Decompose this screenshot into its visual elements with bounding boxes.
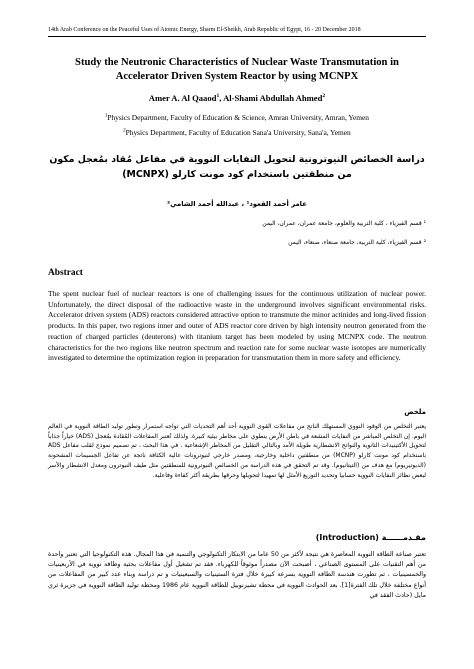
author-1-sup: 1 — [216, 93, 220, 100]
affiliation-1-sup: 1 — [104, 113, 108, 119]
arabic-abstract-body: يعتبر التخلص من الوقود النووي المستهلك الناتج من مفاعلات القوى النووية أحد أهم التحديات التي تواجه استمرار وتطور توليد الطاقة النووية في العالم اليوم. إن التخلص المباشر من النفايات المشعة في باطن الأرض ينطوي على مخاطر بيئية كبيرة. ولذلك تُعتبر المفاعلات المُقادة بمُعجل (ADS) خياراً جذاباً لتحويل الأكتينيدات الثانوية والنواتج الانشطارية طويلة الأمد وبالتالي التقليل من المخاطر الإشعاعية . في هذا البحث ، تم تصميم نموذج لقلب مفاعل ADS باستخدام كود مونت كارلو (MCNP) من منطقتين داخلية وخارجية، ومصدر خارجي لنيوترونات عالية الكثافة ناتجة عن تفاعل الجسيمات المشحونة (الديوتيريوم) مع هدف من (التيتانيوم). وقد تم التحقق في هذه الدراسة من الخصائص النيوترونية للمنطقتين مثل طيف النيوترون ومعدل الانشطار والأسر لبعض نظائر النفايات النووية حسابيا وتحديد التوزيع الأمثل لها تمهيدا لتحويلها وحرقها بطريقة أكثر كفاءة وفاعلية. — [48, 423, 426, 479]
author-2-sup: 2 — [322, 93, 326, 100]
affiliation-1-text: Physics Department, Faculty of Education & Science, Amran University, Amran, Yemen — [107, 113, 370, 122]
affiliation-2-text: Physics Department, Faculty of Education Sana'a University, Sana'a, Yemen — [125, 128, 351, 137]
abstract-body: The spent nuclear fuel of nuclear reactors is one of challenging issues for the continuous utilization of nuclear power. Unfortunately, the direct disposal of the radioactive waste in the underground involves significant environmental risks. Accelerator driven system (ADS) reactors considered attractive option to transmute the minor actinides and long-lived fission products. In this paper, two regions inner and outer of ADS reactor core driven by high intensity neutron generated from the reaction of charged particles (deuterons) with titanium target has been modeled by using MCNPX code. The neutron characteristics for the two regions like neutron spectrum and reaction rate for some nuclear waste isotopes are numerically investigated to determine the optimization region in preparation for transmutation them in more safety and efficiency. — [48, 289, 426, 363]
arabic-affiliation-1: ¹ قسم الفيزياء ، كلية التربية والعلوم، جامعة عمران، عمران، اليمن — [262, 220, 426, 227]
arabic-abstract-heading: ملخص — [404, 408, 426, 416]
affiliation-1 — [48, 113, 426, 123]
arabic-authors: عامر أحمد القعود¹ ، عبدالله أحمد الشامي² — [167, 200, 307, 208]
arabic-title: دراسة الخصائص النيوترونية لتحويل النفايات النووية في مفاعل مُقاد بمُعجل مكون من منطقتين باستخدام كود مونت كارلو (MCNPX) — [49, 154, 425, 180]
abstract-heading: Abstract — [48, 268, 83, 278]
author-separator: , — [219, 93, 224, 103]
affiliation-2 — [48, 128, 426, 138]
author-1: Amer A. Al Qaaod — [148, 93, 217, 103]
running-header: 14th Arab Conference on the Peaceful Uses of Atomic Energy, Sharm El-Sheikh, Arab Republic of Egypt, 16 - 20 December 2018 — [48, 26, 426, 37]
author-2: Al-Shami Abdullah Ahmed — [223, 93, 323, 103]
introduction-body: تعتبر صناعة الطاقة النووية المعاصرة هي نتيجة لأكثر من 50 عاما من الابتكار التكنولوجي والتنمية في هذا المجال. هذه التكنولوجيا التي تعتبر واحدة من أهم التقنيات على المستوى الصناعي ، أصبحت الآن مصدراً موثوقاً للكهرباء. فقد تم تشغيل أول مفاعلات بحثية وطاقة نووية في الأربعينيات والخمسينيات ، ثم تطورت هندسة الطاقة النووية بسرعة كبيرة خلال فترة الستينيات والسبعينيات و تم دراسة وبناء عدد كبير من المفاعلات من أنواع مختلفة خلال تلك الفترة[1]. بعد الحوادث النووية في محطة تشيرنوبيل للطاقة النووية عام 1986 ومحطة توليد الطاقة النووية في جزيرة ثري مايل (حادث الفقد في — [48, 551, 426, 599]
affiliation-2-sup: 2 — [123, 128, 126, 134]
arabic-affiliation-2: ² قسم الفيزياء، كلية التربية، جامعة صنعاء، صنعاء، اليمن — [288, 239, 426, 246]
paper-title: Study the Neutronic Characteristics of Nuclear Waste Transmutation in Accelerator Driven System Reactor by using MCNPX — [75, 57, 399, 82]
introduction-heading: مقـدمــــــة (Introduction) — [315, 533, 426, 542]
author-line — [48, 93, 426, 104]
